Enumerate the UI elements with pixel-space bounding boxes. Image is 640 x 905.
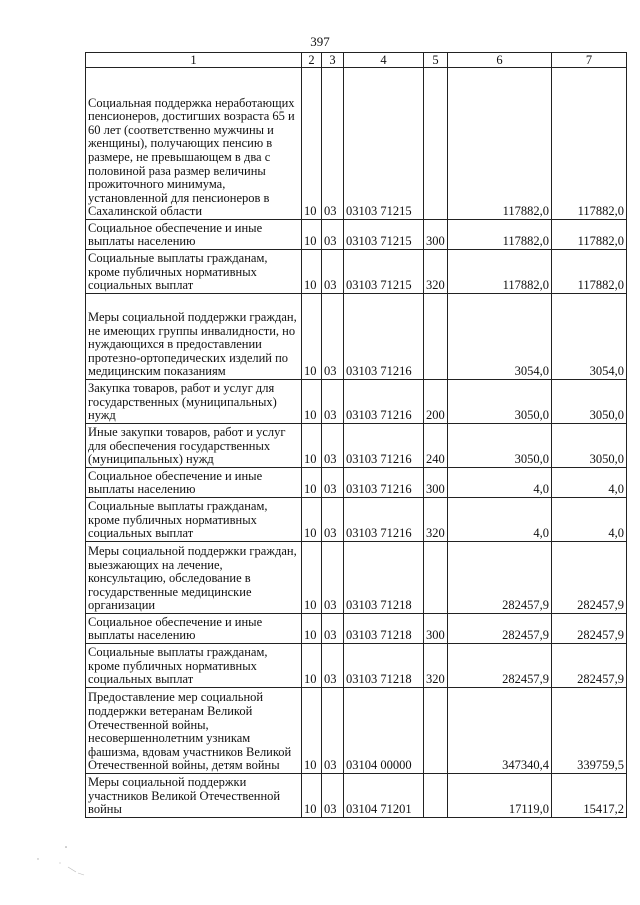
page-number: 397 — [310, 34, 330, 49]
amount-year1-cell: 282457,9 — [448, 542, 552, 614]
subsection-code-cell: 03 — [322, 250, 344, 294]
amount-year2-cell: 117882,0 — [552, 68, 627, 220]
target-article-cell: 03103 71218 — [344, 542, 424, 614]
row-name-cell: Предоставление мер социальной поддержки ветеранам Великой Отечественной войны, несовершеннолетним узникам фашизма, вдовам участников Великой Отечественной войны, детям войны — [86, 688, 302, 774]
budget-table — [85, 52, 627, 818]
amount-year1-cell: 117882,0 — [448, 250, 552, 294]
section-code-cell: 10 — [302, 294, 322, 380]
amount-year1-cell: 347340,4 — [448, 688, 552, 774]
column-header: 3 — [322, 53, 344, 68]
table-row — [86, 542, 627, 614]
table-row — [86, 424, 627, 468]
amount-year1-cell: 282457,9 — [448, 644, 552, 688]
amount-year2-cell: 3050,0 — [552, 380, 627, 424]
column-header: 7 — [552, 53, 627, 68]
amount-year2-cell: 282457,9 — [552, 614, 627, 644]
target-article-cell: 03103 71216 — [344, 424, 424, 468]
amount-year2-cell: 4,0 — [552, 498, 627, 542]
section-code-cell: 10 — [302, 250, 322, 294]
expense-type-cell — [424, 542, 448, 614]
subsection-code-cell: 03 — [322, 542, 344, 614]
subsection-code-cell: 03 — [322, 498, 344, 542]
column-header: 4 — [344, 53, 424, 68]
row-name-cell: Социальная поддержка неработающих пенсионеров, достигших возраста 65 и 60 лет (соответственно мужчины и женщины), получающих пенсию в размере, не превышающем в два с половиной раза размер величины прожиточного минимума, установленной для пенсионеров в Сахалинской области — [86, 68, 302, 220]
table-row — [86, 614, 627, 644]
subsection-code-cell: 03 — [322, 774, 344, 818]
subsection-code-cell: 03 — [322, 468, 344, 498]
amount-year1-cell: 282457,9 — [448, 614, 552, 644]
row-name-cell: Социальные выплаты гражданам, кроме публичных нормативных социальных выплат — [86, 498, 302, 542]
subsection-code-cell: 03 — [322, 688, 344, 774]
amount-year1-cell: 4,0 — [448, 498, 552, 542]
row-name-cell: Социальные выплаты гражданам, кроме публичных нормативных социальных выплат — [86, 644, 302, 688]
column-number-row — [86, 53, 627, 68]
amount-year2-cell: 339759,5 — [552, 688, 627, 774]
row-name-cell: Меры социальной поддержки участников Великой Отечественной войны — [86, 774, 302, 818]
table-row — [86, 468, 627, 498]
amount-year2-cell: 15417,2 — [552, 774, 627, 818]
subsection-code-cell: 03 — [322, 294, 344, 380]
amount-year1-cell: 4,0 — [448, 468, 552, 498]
amount-year1-cell: 3050,0 — [448, 424, 552, 468]
column-header: 6 — [448, 53, 552, 68]
row-name-cell: Меры социальной поддержки граждан, не имеющих группы инвалидности, но нуждающихся в предоставлении протезно-ортопедических изделий по медицинским показаниям — [86, 294, 302, 380]
target-article-cell: 03103 71216 — [344, 380, 424, 424]
table-row — [86, 250, 627, 294]
expense-type-cell: 240 — [424, 424, 448, 468]
table-row — [86, 68, 627, 220]
table-row — [86, 644, 627, 688]
target-article-cell: 03103 71218 — [344, 614, 424, 644]
amount-year1-cell: 3054,0 — [448, 294, 552, 380]
amount-year2-cell: 3054,0 — [552, 294, 627, 380]
section-code-cell: 10 — [302, 424, 322, 468]
section-code-cell: 10 — [302, 498, 322, 542]
amount-year2-cell: 3050,0 — [552, 424, 627, 468]
row-name-cell: Социальные выплаты гражданам, кроме публичных нормативных социальных выплат — [86, 250, 302, 294]
row-name-cell: Меры социальной поддержки граждан, выезжающих на лечение, консультацию, обследование в государственные медицинские организации — [86, 542, 302, 614]
expense-type-cell: 320 — [424, 644, 448, 688]
expense-type-cell: 300 — [424, 220, 448, 250]
target-article-cell: 03103 71216 — [344, 468, 424, 498]
target-article-cell: 03103 71215 — [344, 220, 424, 250]
subsection-code-cell: 03 — [322, 380, 344, 424]
subsection-code-cell: 03 — [322, 614, 344, 644]
amount-year1-cell: 3050,0 — [448, 380, 552, 424]
column-header: 5 — [424, 53, 448, 68]
section-code-cell: 10 — [302, 688, 322, 774]
subsection-code-cell: 03 — [322, 220, 344, 250]
amount-year1-cell: 117882,0 — [448, 68, 552, 220]
expense-type-cell — [424, 774, 448, 818]
section-code-cell: 10 — [302, 468, 322, 498]
amount-year1-cell: 117882,0 — [448, 220, 552, 250]
section-code-cell: 10 — [302, 380, 322, 424]
expense-type-cell — [424, 688, 448, 774]
amount-year2-cell: 4,0 — [552, 468, 627, 498]
table-row — [86, 220, 627, 250]
table-body — [86, 68, 627, 818]
amount-year2-cell: 282457,9 — [552, 542, 627, 614]
subsection-code-cell: 03 — [322, 424, 344, 468]
table-row — [86, 294, 627, 380]
amount-year1-cell: 17119,0 — [448, 774, 552, 818]
table-row — [86, 498, 627, 542]
expense-type-cell — [424, 294, 448, 380]
section-code-cell: 10 — [302, 68, 322, 220]
section-code-cell: 10 — [302, 644, 322, 688]
section-code-cell: 10 — [302, 220, 322, 250]
expense-type-cell: 320 — [424, 498, 448, 542]
subsection-code-cell: 03 — [322, 644, 344, 688]
column-header: 2 — [302, 53, 322, 68]
row-name-cell: Закупка товаров, работ и услуг для государственных (муниципальных) нужд — [86, 380, 302, 424]
target-article-cell: 03104 00000 — [344, 688, 424, 774]
expense-type-cell — [424, 68, 448, 220]
subsection-code-cell: 03 — [322, 68, 344, 220]
target-article-cell: 03103 71216 — [344, 498, 424, 542]
expense-type-cell: 300 — [424, 468, 448, 498]
row-name-cell: Социальное обеспечение и иные выплаты населению — [86, 614, 302, 644]
section-code-cell: 10 — [302, 614, 322, 644]
amount-year2-cell: 282457,9 — [552, 644, 627, 688]
target-article-cell: 03104 71201 — [344, 774, 424, 818]
section-code-cell: 10 — [302, 542, 322, 614]
expense-type-cell: 200 — [424, 380, 448, 424]
target-article-cell: 03103 71218 — [344, 644, 424, 688]
column-header: 1 — [86, 53, 302, 68]
table-row — [86, 774, 627, 818]
target-article-cell: 03103 71215 — [344, 250, 424, 294]
amount-year2-cell: 117882,0 — [552, 220, 627, 250]
row-name-cell: Иные закупки товаров, работ и услуг для обеспечения государственных (муниципальных) нужд — [86, 424, 302, 468]
target-article-cell: 03103 71215 — [344, 68, 424, 220]
amount-year2-cell: 117882,0 — [552, 250, 627, 294]
expense-type-cell: 300 — [424, 614, 448, 644]
table-row — [86, 688, 627, 774]
row-name-cell: Социальное обеспечение и иные выплаты населению — [86, 468, 302, 498]
expense-type-cell: 320 — [424, 250, 448, 294]
target-article-cell: 03103 71216 — [344, 294, 424, 380]
scan-specks — [20, 845, 100, 885]
row-name-cell: Социальное обеспечение и иные выплаты населению — [86, 220, 302, 250]
section-code-cell: 10 — [302, 774, 322, 818]
table-row — [86, 380, 627, 424]
